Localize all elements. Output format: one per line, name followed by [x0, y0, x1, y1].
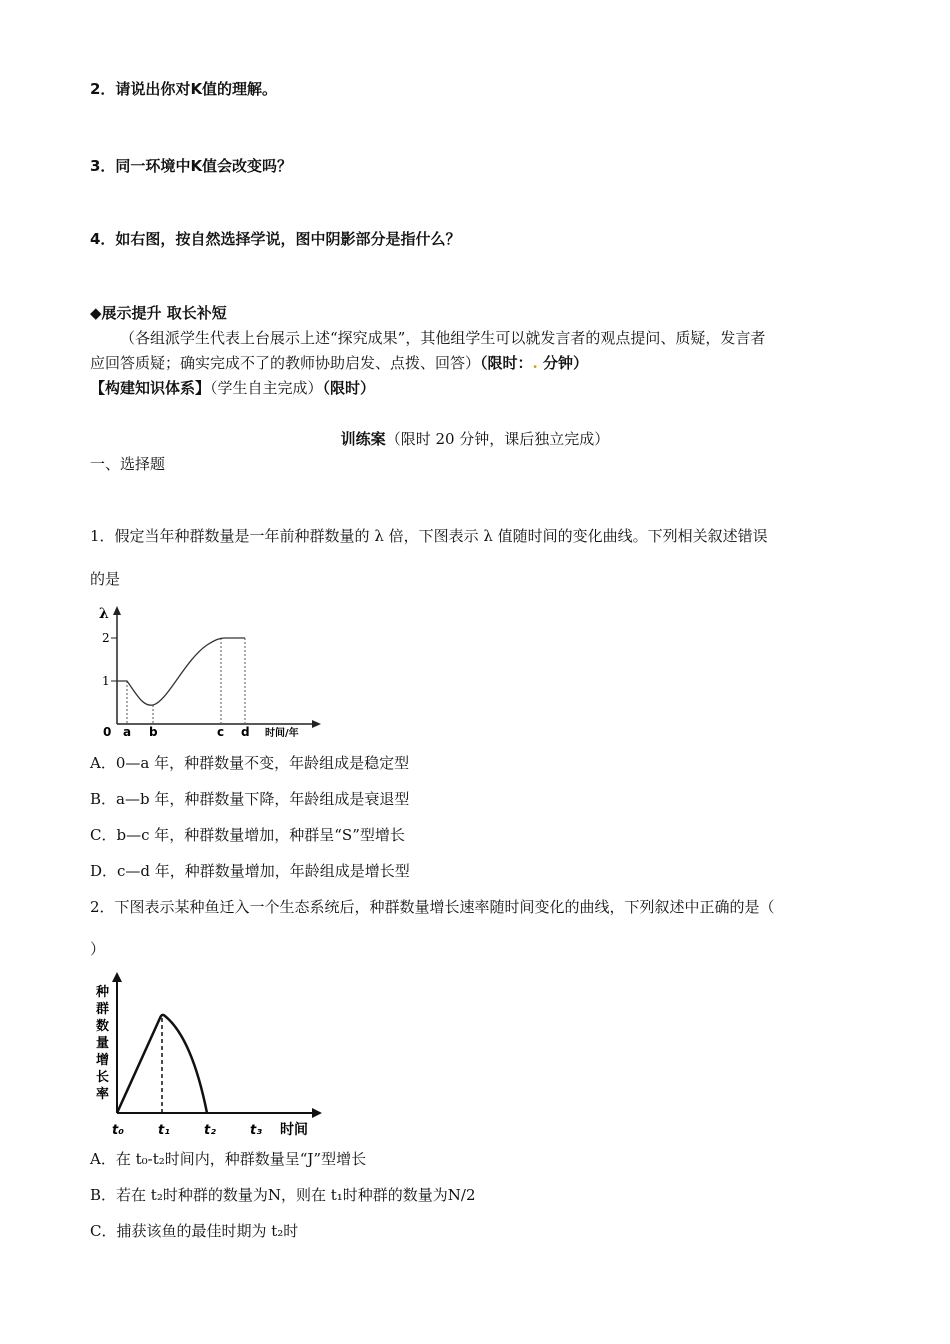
q1-option-c: C．b—c 年，种群数量增加，种群呈“S”型增长	[90, 826, 405, 844]
question-2: 2．请说出你对K值的理解。	[90, 80, 278, 98]
q2-x-tick-t2: t₂	[204, 1123, 216, 1138]
training-title-rest: （限时 20 分钟，课后独立完成）	[385, 430, 610, 448]
q1-x-label: 时间/年	[265, 728, 299, 739]
q1-x-axis-arrow	[312, 720, 321, 728]
q2-y-label-1: 群	[96, 1002, 110, 1017]
display-paragraph-text: 应回答质疑；确实完成不了的教师协助启发、点拨、回答）	[90, 354, 481, 372]
section-heading: 一、选择题	[90, 455, 166, 473]
q2-y-label-5: 长	[96, 1070, 110, 1085]
q1-y-label: λ	[99, 606, 109, 622]
q2-y-label-3: 量	[96, 1036, 110, 1051]
build-knowledge-note: （学生自主完成）	[210, 379, 323, 397]
q1-y-tick-label-1: 1	[102, 674, 110, 688]
build-knowledge-line	[90, 377, 375, 398]
q1-option-a: A．0—a 年，种群数量不变，年龄组成是稳定型	[90, 754, 410, 772]
display-paragraph-line1: （各组派学生代表上台展示上述“探究成果”，其他组学生可以就发言者的观点提问、质疑，发言者	[120, 329, 766, 347]
q2-growth-rate-chart	[92, 968, 332, 1143]
q2-option-c: C．捕获该鱼的最佳时期为 t₂时	[90, 1222, 299, 1240]
question-4: 4．如右图，按自然选择学说，图中阴影部分是指什么？	[90, 230, 461, 248]
q2-y-label-4: 增	[96, 1053, 110, 1068]
q2-x-tick-t3: t₃	[250, 1123, 262, 1138]
q2-x-label: 时间	[280, 1122, 308, 1138]
time-limit-unit: 分钟）	[537, 354, 588, 372]
q1-x-tick-a: a	[123, 725, 132, 739]
question-3: 3．同一环境中K值会改变吗？	[90, 157, 293, 175]
q2-option-a: A．在 t₀-t₂时间内，种群数量呈“J”型增长	[90, 1150, 367, 1168]
q1-x-tick-b: b	[149, 725, 158, 739]
q1-y-axis-arrow	[113, 606, 121, 615]
build-knowledge-limit: （限时）	[322, 379, 376, 397]
q2-y-label-6: 率	[96, 1087, 110, 1102]
q2-x-tick-t0: t₀	[112, 1123, 124, 1138]
q1-x-tick-c: c	[217, 725, 225, 739]
q2-y-label-2: 数	[96, 1019, 110, 1034]
build-knowledge-label: 【构建知识体系】	[90, 379, 211, 397]
training-title-bold: 训练案	[340, 430, 386, 448]
q1-origin-label: 0	[103, 725, 112, 739]
q2-x-tick-t1: t₁	[158, 1123, 170, 1138]
display-paragraph-line2	[90, 352, 588, 373]
q1-stem-line1: 1．假定当年种群数量是一年前种群数量的 λ 倍，下图表示 λ 值随时间的变化曲线。下列相关叙述错误	[90, 527, 768, 545]
q2-stem-line2: ）	[90, 940, 106, 958]
time-limit-dot: .	[532, 354, 538, 372]
q2-y-label-0: 种	[96, 985, 110, 1000]
q1-option-d: D．c—d 年，种群数量增加，年龄组成是增长型	[90, 862, 410, 880]
q1-stem-line2: 的是	[90, 570, 121, 588]
q1-lambda-curve	[117, 638, 245, 705]
q1-lambda-chart	[95, 600, 325, 740]
display-heading: ◆展示提升 取长补短	[90, 304, 227, 322]
q1-y-tick-label-2: 2	[102, 631, 110, 645]
training-title	[0, 428, 950, 449]
q2-x-axis-arrow	[312, 1108, 322, 1118]
q1-option-b: B．a—b 年，种群数量下降，年龄组成是衰退型	[90, 790, 410, 808]
q1-x-tick-d: d	[241, 725, 250, 739]
q2-y-axis-arrow	[112, 972, 122, 982]
time-limit-label: （限时：	[480, 354, 533, 372]
q2-stem-line1: 2．下图表示某种鱼迁入一个生态系统后，种群数量增长速率随时间变化的曲线，下列叙述中正确的是（	[90, 898, 775, 916]
q2-option-b: B．若在 t₂时种群的数量为N，则在 t₁时种群的数量为N/2	[90, 1186, 476, 1204]
